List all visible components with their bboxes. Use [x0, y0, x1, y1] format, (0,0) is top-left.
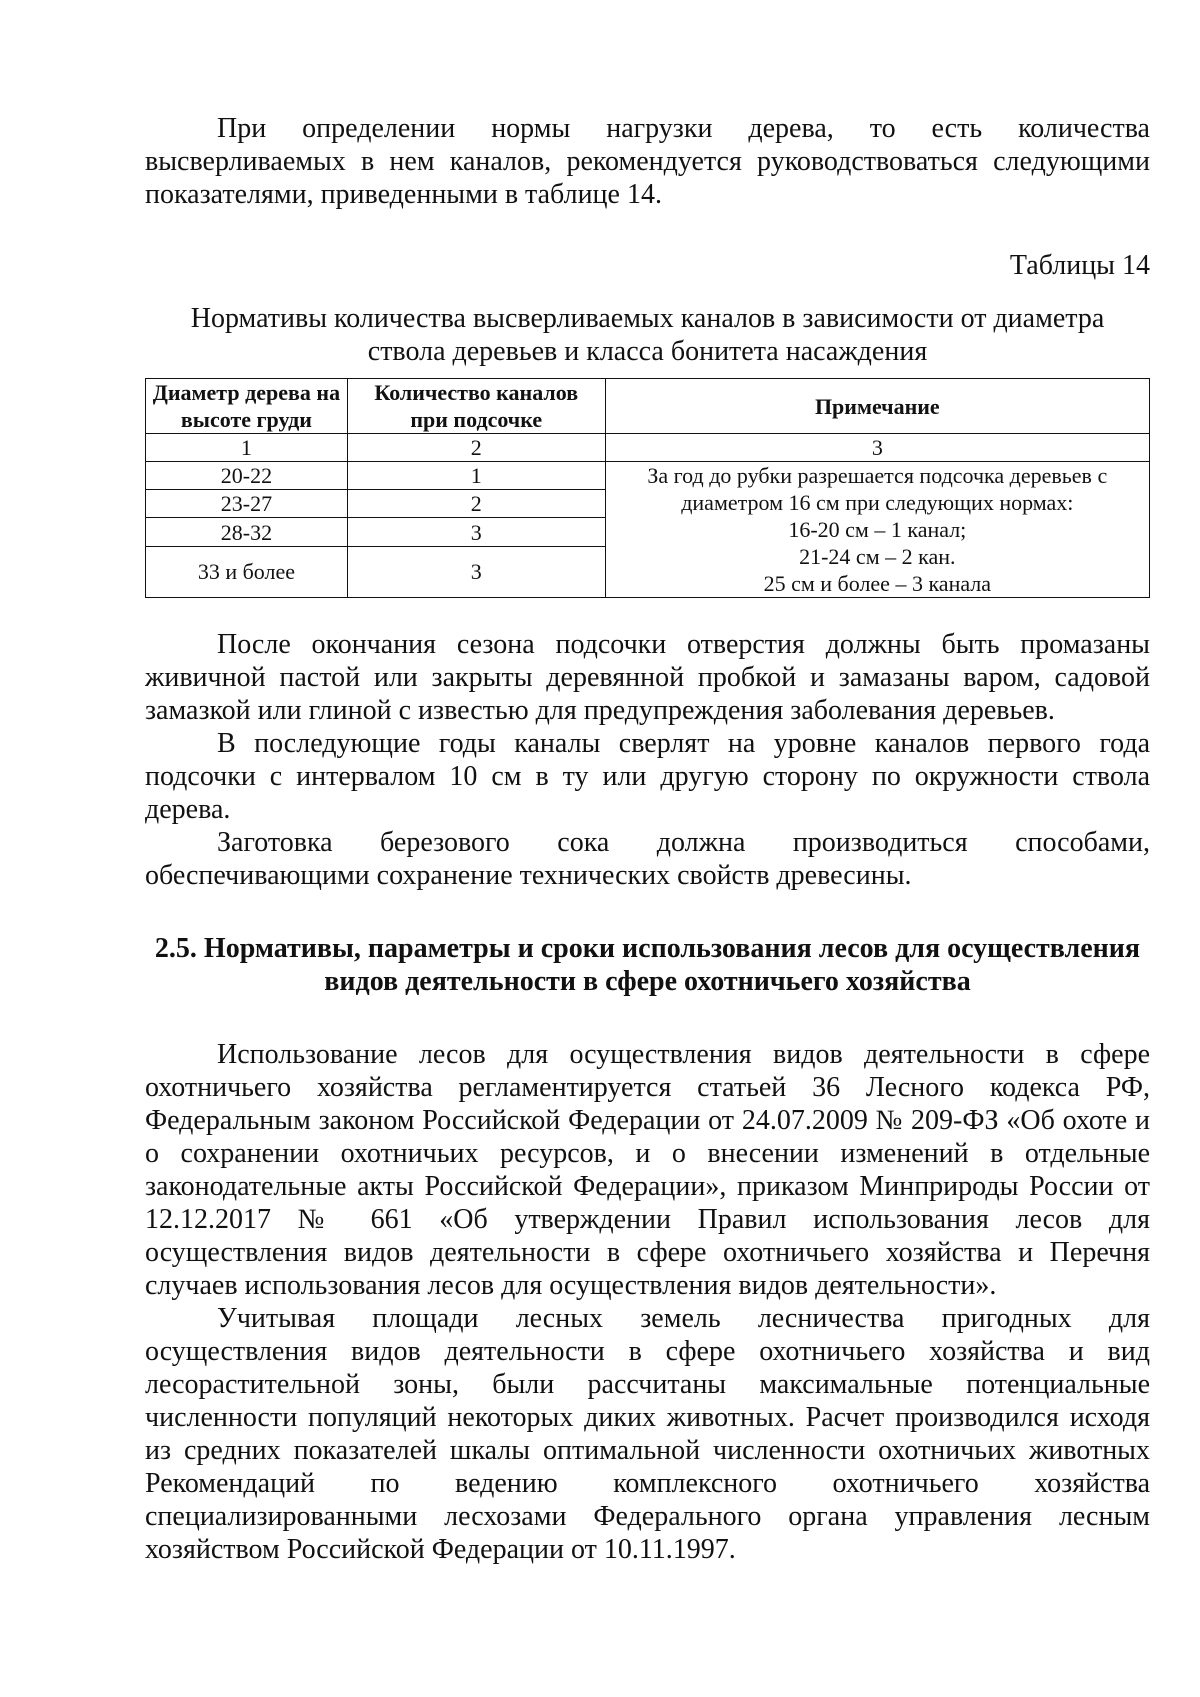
col-number: 2 [347, 434, 605, 462]
cell-diameter: 20-22 [146, 462, 348, 490]
paragraph: После окончания сезона подсочки отверстия должны быть промазаны живичной пастой или закрыты деревянной пробкой и замазаны варом, садовой замазкой или глиной с известью для предупреждения заболевания деревьев. [145, 629, 1150, 726]
cell-channels: 1 [347, 462, 605, 490]
cell-channels: 3 [347, 518, 605, 546]
paragraph: Учитывая площади лесных земель лесничества пригодных для осуществления видов деятельности в сфере охотничьего хозяйства и вид лесорастительной зоны, были рассчитаны максимальные потенциальные численности популяций некоторых диких животных. Расчет производился исходя из средних показателей шкалы оптимальной численности охотничьих животных Рекомендаций по ведению комплексного охотничьего хозяйства специализированными лесхозами Федерального органа управления лесным хозяйством Российской Федерации от 10.11.1997. [145, 1303, 1150, 1565]
note-line: 16-20 см – 1 канал; [788, 517, 967, 542]
table-number-row [146, 434, 1150, 462]
note-line: За год до рубки разрешается подсочка деревьев с [647, 463, 1108, 488]
section-heading-line: видов деятельности в сфере охотничьего хозяйства [324, 966, 971, 997]
paragraph: В последующие годы каналы сверлят на уровне каналов первого года подсочки с интервалом 10 см в ту или другую сторону по окружности ствола дерева. [145, 728, 1150, 825]
note-line: диаметром 16 см при следующих нормах: [681, 490, 1074, 515]
header-diameter: Диаметр дерева на высоте груди [146, 379, 348, 434]
intro-paragraph: При определении нормы нагрузки дерева, то есть количества высверливаемых в нем каналов, рекомендуется руководствоваться следующими показателями, приведенными в таблице 14. [145, 113, 1150, 210]
table-label: Таблицы 14 [1009, 250, 1150, 281]
paragraph: Заготовка березового сока должна производиться способами, обеспечивающими сохранение технических свойств древесины. [145, 827, 1150, 891]
paragraph: Использование лесов для осуществления видов деятельности в сфере охотничьего хозяйства регламентируется статьей 36 Лесного кодекса РФ, Федеральным законом Российской Федерации от 24.07.2009 № 209-ФЗ «Об охоте и о сохранении охотничьих ресурсов, и о внесении изменений в отдельные законодательные акты Российской Федерации», приказом Минприроды России от 12.12.2017 № 661 «Об утверждении Правил использования лесов для осуществления видов деятельности в сфере охотничьего хозяйства и Перечня случаев использования лесов для осуществления видов деятельности». [145, 1039, 1150, 1301]
cell-diameter: 33 и более [146, 546, 348, 597]
table-header-row [146, 379, 1150, 434]
cell-diameter: 28-32 [146, 518, 348, 546]
document-page [145, 112, 1150, 1566]
col-number: 1 [146, 434, 348, 462]
norms-table [145, 378, 1150, 598]
table-caption: Нормативы количества высверливаемых каналов в зависимости от диаметра ствола деревьев и класса бонитета насаждения [190, 303, 1105, 367]
cell-diameter: 23-27 [146, 490, 348, 518]
header-channels: Количество каналов при подсочке [347, 379, 605, 434]
col-number: 3 [605, 434, 1149, 462]
cell-channels: 3 [347, 546, 605, 597]
after-table-section [145, 628, 1150, 892]
note-line: 21-24 см – 2 кан. [799, 544, 956, 569]
table-row [146, 462, 1150, 490]
header-note: Примечание [605, 379, 1149, 434]
section-body [145, 1038, 1150, 1566]
cell-note [605, 462, 1149, 598]
section-heading [145, 932, 1150, 998]
cell-channels: 2 [347, 490, 605, 518]
note-line: 25 см и более – 3 канала [763, 571, 992, 596]
section-heading-line: 2.5. Нормативы, параметры и сроки использования лесов для осуществления [154, 933, 1141, 964]
